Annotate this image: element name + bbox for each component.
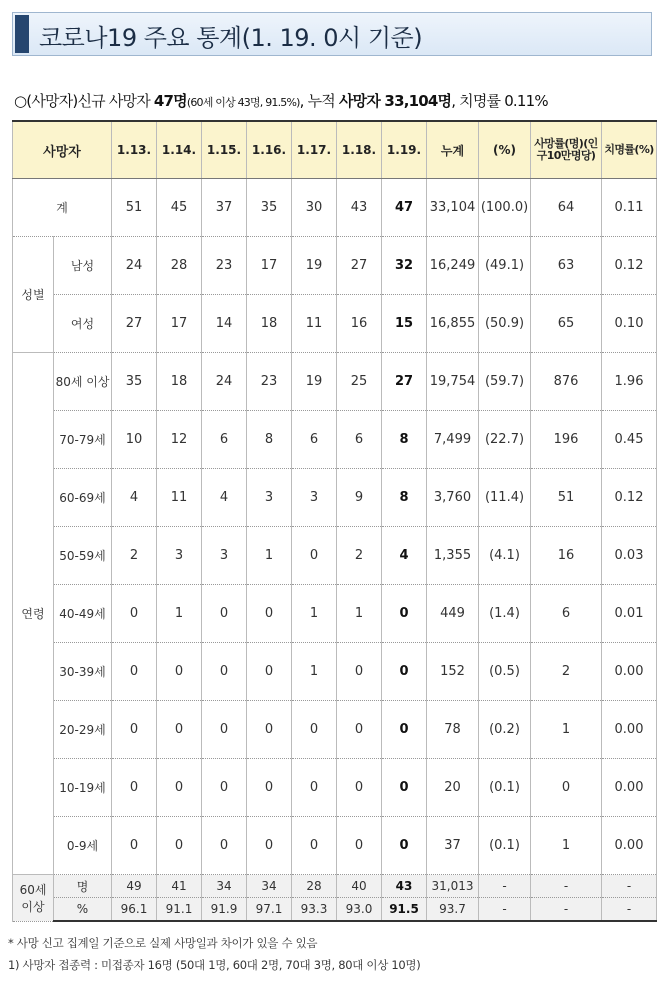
table-cell: 18 <box>247 295 292 353</box>
table-cell: 6 <box>531 585 602 643</box>
footnote-asterisk: * 사망 신고 집계일 기준으로 실제 사망일과 차이가 있을 수 있음 <box>8 936 318 950</box>
table-cell: (22.7) <box>479 411 531 469</box>
row-label: 20-29세 <box>54 701 112 759</box>
table-cell: 32 <box>382 237 427 295</box>
table-cell: 17 <box>157 295 202 353</box>
table-cell: 34 <box>247 875 292 898</box>
table-cell: 0 <box>157 759 202 817</box>
table-cell: 3 <box>157 527 202 585</box>
table-cell: (0.1) <box>479 759 531 817</box>
table-cell: 3,760 <box>427 469 479 527</box>
table-row-sixty-plus <box>13 898 657 922</box>
table-cell: 47 <box>382 179 427 237</box>
circle-bullet: ○ <box>14 92 27 110</box>
table-cell: 0.00 <box>602 643 657 701</box>
table-cell: (100.0) <box>479 179 531 237</box>
table-cell: 19 <box>292 353 337 411</box>
table-cell: 8 <box>382 411 427 469</box>
table-cell: 0 <box>337 759 382 817</box>
table-cell: - <box>602 875 657 898</box>
table-cell: 0 <box>112 759 157 817</box>
table-cell: 0 <box>247 643 292 701</box>
table-row <box>13 469 657 527</box>
table-cell: 152 <box>427 643 479 701</box>
table-cell: 27 <box>112 295 157 353</box>
table-cell: 16 <box>531 527 602 585</box>
title-accent-bar <box>15 15 29 53</box>
table-cell: 0.11 <box>602 179 657 237</box>
row-label: 10-19세 <box>54 759 112 817</box>
row-label: 50-59세 <box>54 527 112 585</box>
table-cell: (11.4) <box>479 469 531 527</box>
table-cell: 6 <box>292 411 337 469</box>
table-cell: - <box>531 898 602 922</box>
row-label: 60-69세 <box>54 469 112 527</box>
table-cell: 91.5 <box>382 898 427 922</box>
table-cell: 19,754 <box>427 353 479 411</box>
table-cell: (0.1) <box>479 817 531 875</box>
table-cell: 64 <box>531 179 602 237</box>
table-cell: 91.1 <box>157 898 202 922</box>
table-cell: 0.01 <box>602 585 657 643</box>
row-label: 여성 <box>54 295 112 353</box>
table-cell: 0 <box>112 643 157 701</box>
table-cell: 23 <box>247 353 292 411</box>
table-cell: 0 <box>382 759 427 817</box>
table-cell: 0 <box>337 701 382 759</box>
table-cell: 63 <box>531 237 602 295</box>
sixty-plus-note: (60세 이상 43명, 91.5%) <box>186 96 300 109</box>
table-cell: 1.96 <box>602 353 657 411</box>
title-box <box>12 12 652 56</box>
table-cell: 15 <box>382 295 427 353</box>
table-cell: 0 <box>247 701 292 759</box>
footnote-vaccination: 1) 사망자 접종력 : 미접종자 16명 (50대 1명, 60대 2명, 70대 3명, 80대 이상 10명) <box>8 958 421 972</box>
table-cell: 0 <box>337 817 382 875</box>
table-cell: 37 <box>427 817 479 875</box>
table-cell: 1 <box>292 643 337 701</box>
table-cell: 2 <box>531 643 602 701</box>
table-cell: 0.10 <box>602 295 657 353</box>
table-cell: 0 <box>157 817 202 875</box>
table-cell: - <box>602 898 657 922</box>
row-label: 70-79세 <box>54 411 112 469</box>
table-cell: 10 <box>112 411 157 469</box>
table-cell: 93.0 <box>337 898 382 922</box>
table-cell: - <box>479 875 531 898</box>
summary-part1: (사망자)신규 사망자 <box>26 92 154 110</box>
table-cell: (1.4) <box>479 585 531 643</box>
table-cell: 51 <box>531 469 602 527</box>
row-label: 30-39세 <box>54 643 112 701</box>
table-cell: 16,855 <box>427 295 479 353</box>
table-cell: 35 <box>112 353 157 411</box>
summary-line <box>14 90 548 111</box>
table-cell: 14 <box>202 295 247 353</box>
row-label: 0-9세 <box>54 817 112 875</box>
table-cell: 0 <box>202 817 247 875</box>
summary-part4: , 누적 <box>299 92 339 110</box>
table-cell: 0 <box>202 701 247 759</box>
header-cumulative: 누계 <box>427 121 479 179</box>
table-cell: 0 <box>247 585 292 643</box>
table-row <box>13 585 657 643</box>
table-cell: 0 <box>382 643 427 701</box>
table-cell: 96.1 <box>112 898 157 922</box>
table-cell: 0 <box>202 585 247 643</box>
table-cell: 0 <box>247 759 292 817</box>
header-date: 1.18. <box>337 121 382 179</box>
table-cell: 449 <box>427 585 479 643</box>
cumulative-deaths: 사망자 33,104명 <box>338 92 452 110</box>
header-date: 1.15. <box>202 121 247 179</box>
table-row <box>13 643 657 701</box>
table-row-total <box>13 179 657 237</box>
table-cell: 1 <box>247 527 292 585</box>
table-cell: 40 <box>337 875 382 898</box>
sixty-plus-label: 60세 이상 <box>13 875 54 922</box>
table-cell: 0 <box>157 643 202 701</box>
table-cell: 65 <box>531 295 602 353</box>
table-cell: 2 <box>337 527 382 585</box>
row-label: 남성 <box>54 237 112 295</box>
header-percent: (%) <box>479 121 531 179</box>
table-cell: 0 <box>112 585 157 643</box>
table-cell: 35 <box>247 179 292 237</box>
table-cell: (59.7) <box>479 353 531 411</box>
death-stats-table <box>12 120 657 922</box>
table-cell: 3 <box>202 527 247 585</box>
header-date: 1.19. <box>382 121 427 179</box>
table-cell: 0 <box>382 701 427 759</box>
table-cell: 19 <box>292 237 337 295</box>
table-cell: 27 <box>382 353 427 411</box>
table-cell: 1 <box>157 585 202 643</box>
table-cell: 7,499 <box>427 411 479 469</box>
table-cell: 0 <box>382 585 427 643</box>
header-date: 1.16. <box>247 121 292 179</box>
table-cell: 0 <box>247 817 292 875</box>
table-cell: 876 <box>531 353 602 411</box>
table-cell: 20 <box>427 759 479 817</box>
table-cell: 0 <box>112 701 157 759</box>
table-cell: 1 <box>292 585 337 643</box>
table-cell: 93.3 <box>292 898 337 922</box>
table-cell: 28 <box>292 875 337 898</box>
table-cell: 43 <box>382 875 427 898</box>
table-cell: (49.1) <box>479 237 531 295</box>
header-mortality-rate: 사망률(명)(인구10만명당) <box>531 121 602 179</box>
row-label: 40-49세 <box>54 585 112 643</box>
table-cell: 6 <box>337 411 382 469</box>
table-cell: 1 <box>531 701 602 759</box>
new-deaths: 47명 <box>153 92 187 110</box>
table-cell: 17 <box>247 237 292 295</box>
header-row <box>13 121 657 179</box>
table-cell: 196 <box>531 411 602 469</box>
table-cell: 0.00 <box>602 759 657 817</box>
fatality-rate: , 치명률 0.11% <box>451 92 548 110</box>
table-cell: 18 <box>157 353 202 411</box>
table-cell: - <box>479 898 531 922</box>
table-cell: 11 <box>292 295 337 353</box>
table-cell: 3 <box>247 469 292 527</box>
header-date: 1.14. <box>157 121 202 179</box>
table-cell: 0.12 <box>602 237 657 295</box>
table-cell: 30 <box>292 179 337 237</box>
table-cell: 24 <box>202 353 247 411</box>
table-cell: 34 <box>202 875 247 898</box>
table-cell: 0 <box>202 759 247 817</box>
table-cell: (4.1) <box>479 527 531 585</box>
table-cell: 91.9 <box>202 898 247 922</box>
row-label: 계 <box>13 179 112 237</box>
table-cell: 78 <box>427 701 479 759</box>
table-cell: 31,013 <box>427 875 479 898</box>
table-cell: (0.5) <box>479 643 531 701</box>
table-cell: 11 <box>157 469 202 527</box>
group-label-sex: 성별 <box>13 237 54 353</box>
table-cell: 49 <box>112 875 157 898</box>
table-cell: 27 <box>337 237 382 295</box>
table-cell: 33,104 <box>427 179 479 237</box>
unit-label: % <box>54 898 112 922</box>
table-cell: 0 <box>112 817 157 875</box>
table-cell: 4 <box>112 469 157 527</box>
table-cell: 28 <box>157 237 202 295</box>
table-cell: (50.9) <box>479 295 531 353</box>
table-row <box>13 817 657 875</box>
table-row-sixty-plus <box>13 875 657 898</box>
table-cell: 25 <box>337 353 382 411</box>
table-cell: 8 <box>382 469 427 527</box>
table-cell: - <box>531 875 602 898</box>
table-cell: 0 <box>337 643 382 701</box>
table-row <box>13 411 657 469</box>
table-cell: 23 <box>202 237 247 295</box>
table-cell: 0 <box>157 701 202 759</box>
table-cell: 0 <box>292 759 337 817</box>
table-row <box>13 701 657 759</box>
table-cell: 6 <box>202 411 247 469</box>
table-cell: 41 <box>157 875 202 898</box>
table-row <box>13 759 657 817</box>
table-cell: 0 <box>292 527 337 585</box>
table-cell: 4 <box>202 469 247 527</box>
table-cell: 0 <box>292 817 337 875</box>
table-cell: 1,355 <box>427 527 479 585</box>
unit-label: 명 <box>54 875 112 898</box>
page-title: 코로나19 주요 통계(1. 19. 0시 기준) <box>39 24 423 52</box>
table-row <box>13 353 657 411</box>
table-cell: 45 <box>157 179 202 237</box>
table-cell: 1 <box>531 817 602 875</box>
table-cell: 8 <box>247 411 292 469</box>
header-date: 1.13. <box>112 121 157 179</box>
table-cell: (0.2) <box>479 701 531 759</box>
table-cell: 3 <box>292 469 337 527</box>
table-cell: 4 <box>382 527 427 585</box>
table-row <box>13 237 657 295</box>
table-cell: 16,249 <box>427 237 479 295</box>
header-fatality-rate: 치명률(%) <box>602 121 657 179</box>
table-cell: 93.7 <box>427 898 479 922</box>
table-cell: 0 <box>531 759 602 817</box>
table-cell: 0.12 <box>602 469 657 527</box>
table-cell: 37 <box>202 179 247 237</box>
header-date: 1.17. <box>292 121 337 179</box>
table-cell: 0.00 <box>602 817 657 875</box>
table-cell: 16 <box>337 295 382 353</box>
table-cell: 0 <box>292 701 337 759</box>
table-cell: 0 <box>202 643 247 701</box>
table-cell: 24 <box>112 237 157 295</box>
table-cell: 2 <box>112 527 157 585</box>
table-cell: 9 <box>337 469 382 527</box>
table-cell: 12 <box>157 411 202 469</box>
table-cell: 97.1 <box>247 898 292 922</box>
group-label-age: 연령 <box>13 353 54 875</box>
table-row <box>13 295 657 353</box>
table-cell: 0 <box>382 817 427 875</box>
table-cell: 43 <box>337 179 382 237</box>
table-cell: 0.45 <box>602 411 657 469</box>
row-label: 80세 이상 <box>54 353 112 411</box>
table-cell: 51 <box>112 179 157 237</box>
table-cell: 1 <box>337 585 382 643</box>
header-deaths: 사망자 <box>13 121 112 179</box>
footnotes <box>8 932 420 976</box>
table-cell: 0.03 <box>602 527 657 585</box>
table-row <box>13 527 657 585</box>
table-cell: 0.00 <box>602 701 657 759</box>
